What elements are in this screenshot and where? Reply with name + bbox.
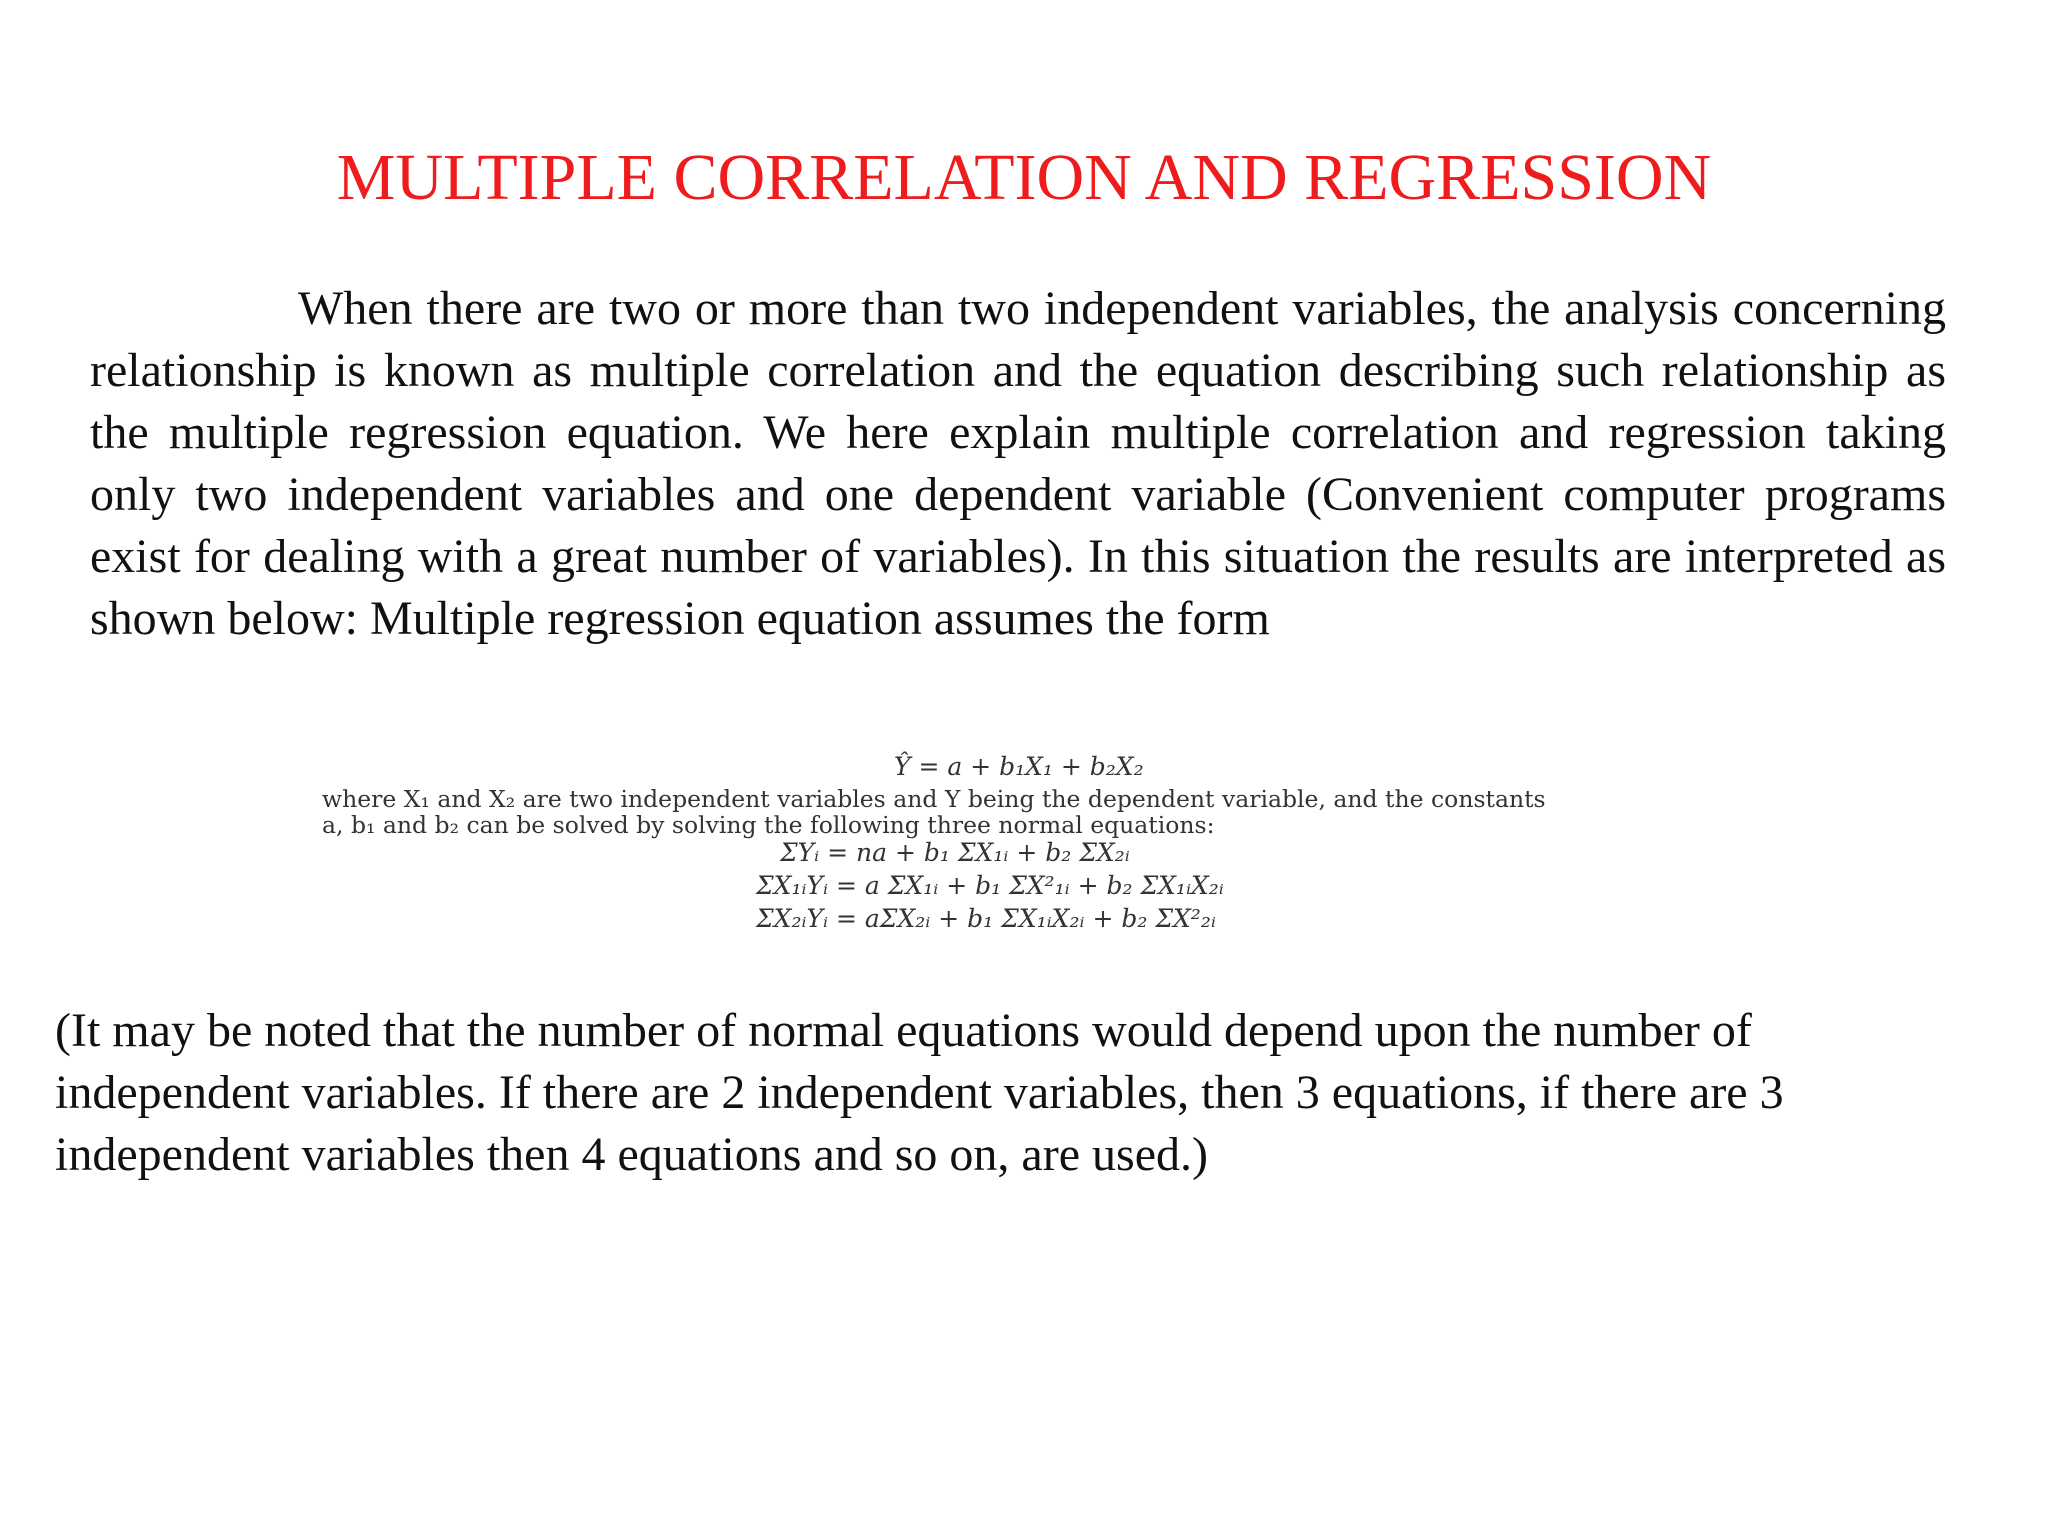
equation-description-line-2: a, b₁ and b₂ can be solved by solving the following three normal equations: bbox=[322, 811, 1215, 839]
equation-description-line-1: where X₁ and X₂ are two independent variables and Y being the dependent variable, and the constants bbox=[322, 785, 1546, 813]
intro-paragraph: When there are two or more than two independent variables, the analysis concerning relationship is known as multiple correlation and the equation describing such relationship as the multiple regression equation. We here explain multiple correlation and regression taking only two independent variables and one dependent variable (Convenient computer programs exist for dealing with a great number of variables). In this situation the results are interpreted as shown below: Multiple regression equation assumes the form bbox=[90, 282, 1946, 645]
regression-equation: Ŷ = a + b₁X₁ + b₂X₂ bbox=[894, 752, 1144, 781]
note-paragraph: (It may be noted that the number of normal equations would depend upon the number of independent variables. If there are 2 independent variables, then 3 equations, if there are 3 independent variables then 4 equations and so on, are used.) bbox=[55, 1004, 1784, 1181]
normal-equation-3: ΣX₂ᵢYᵢ = aΣX₂ᵢ + b₁ ΣX₁ᵢX₂ᵢ + b₂ ΣX²₂ᵢ bbox=[756, 904, 1216, 933]
slide-title: MULTIPLE CORRELATION AND REGRESSION bbox=[336, 141, 1712, 214]
normal-equation-1: ΣYᵢ = na + b₁ ΣX₁ᵢ + b₂ ΣX₂ᵢ bbox=[780, 838, 1130, 867]
equations-figure bbox=[300, 752, 1820, 942]
normal-equation-2: ΣX₁ᵢYᵢ = a ΣX₁ᵢ + b₁ ΣX²₁ᵢ + b₂ ΣX₁ᵢX₂ᵢ bbox=[756, 871, 1224, 900]
